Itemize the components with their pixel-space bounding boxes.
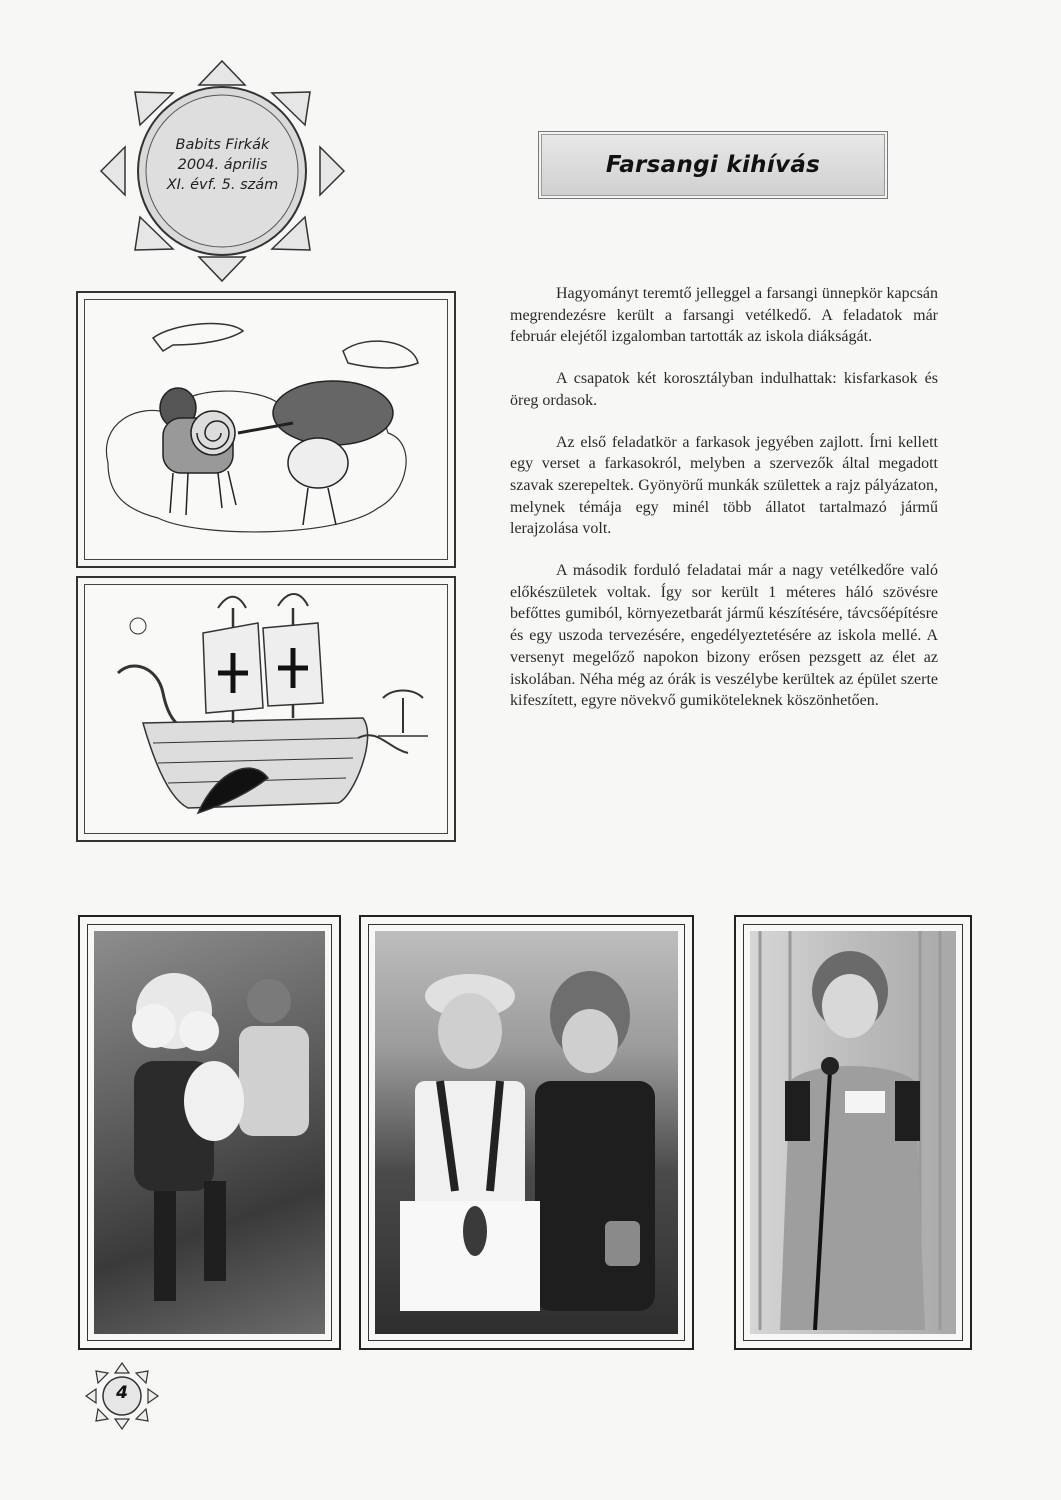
article-body — [510, 283, 938, 732]
badge-date: 2004. április — [177, 157, 268, 173]
badge-publication: Babits Firkák — [175, 137, 270, 153]
page-number-badge — [82, 1361, 162, 1431]
photo-girl-with-microphone — [734, 915, 972, 1350]
creatures-illustration — [78, 293, 454, 566]
issue-sun-badge — [95, 55, 350, 287]
badge-issue: XI. évf. 5. szám — [166, 177, 279, 193]
photo-costumed-students — [78, 915, 341, 1350]
drawing-animal-vehicle — [76, 291, 456, 568]
page-title: Farsangi kihívás — [605, 152, 821, 178]
article-paragraph: A csapatok két korosztályban indulhattak: kisfarkasok és öreg ordasok. — [510, 370, 938, 409]
page-number: 4 — [116, 1383, 128, 1403]
article-paragraph: Az első feladatkör a farkasok jegyében zajlott. Írni kellett egy verset a farkasokról, melyben a szervezők által megadott szavak szerepeltek. Gyönyörű munkák születtek a rajz pályázaton, melynek témája egy minél több állatot tartalmazó jármű lerajzolása volt. — [510, 433, 938, 538]
photo-placeholder — [94, 931, 321, 1330]
ship-illustration — [78, 578, 454, 840]
photo-placeholder — [750, 931, 952, 1330]
article-paragraph: A második forduló feladatai már a nagy vetélkedőre való előkészületek voltak. Így sor került 1 méteres háló szövésre befőttes gumiból, környezetbarát jármű készítésére, távcsőépítésre és egy uszoda tervezésére, engedélyeztetésére az iskola mellé. A versenyt megelőző napokon bizony erősen pezsgett az élet az iskolában. Néha még az órák is veszélybe kerültek az épület szerte kifeszített, egyre növekvő gumiköteleknek köszönhetően. — [510, 562, 938, 710]
article-paragraph: Hagyományt teremtő jelleggel a farsangi ünnepkör kapcsán megrendezésre került a farsangi vetélkedő. A feladatok már február elejétől izgalomban tartották az iskola diákságát. — [510, 285, 938, 346]
drawing-ship — [76, 576, 456, 842]
photo-two-girls — [359, 915, 694, 1350]
photo-placeholder — [375, 931, 674, 1330]
title-banner — [538, 131, 888, 199]
